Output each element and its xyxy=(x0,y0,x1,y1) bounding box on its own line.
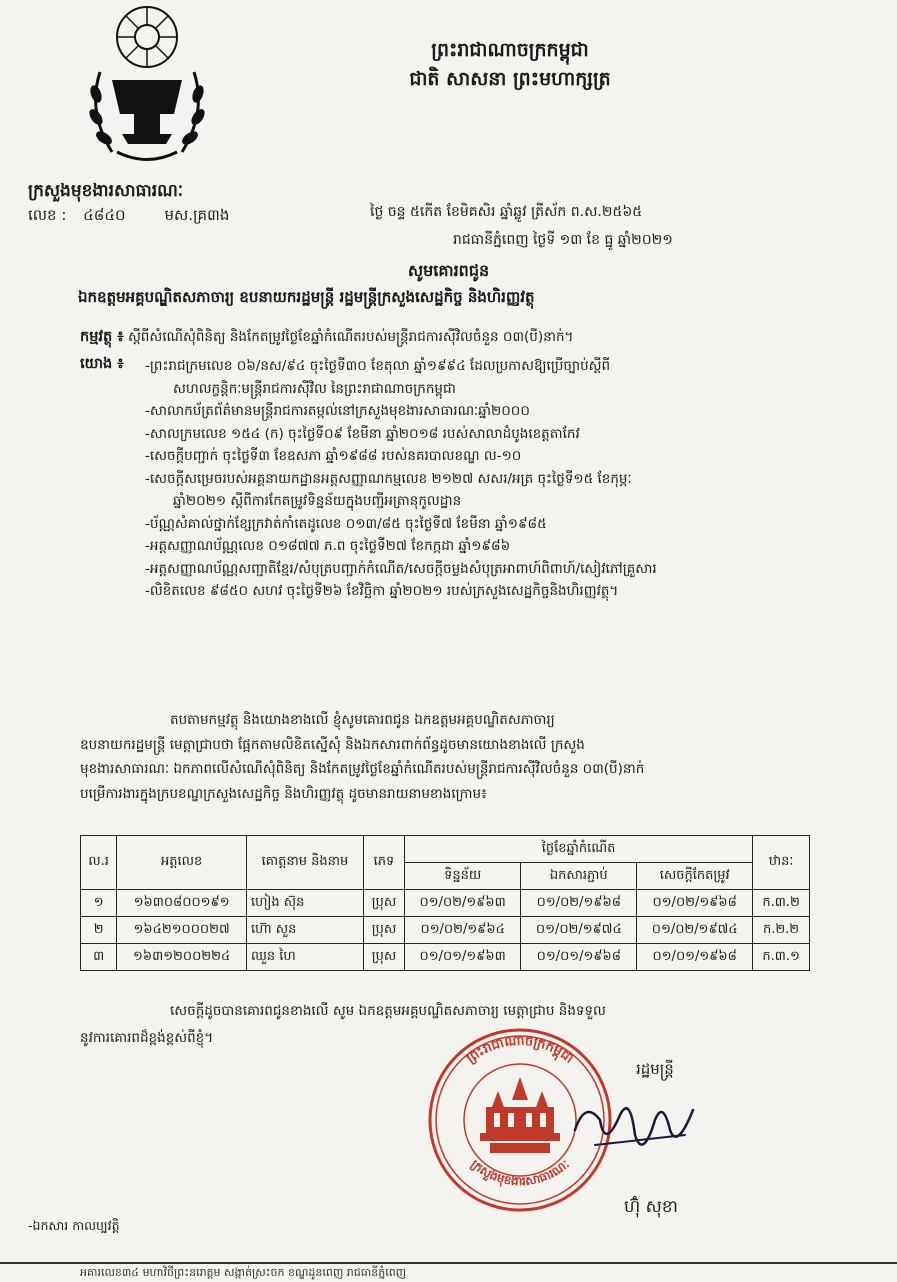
cell-corrected: ០១/០២/១៩៧៤ xyxy=(637,917,753,944)
subject-text: ស្តីពីសំណើសុំពិនិត្យ និងកែតម្រូវថ្ងៃខែឆ្នាំកំណើតរបស់មន្ត្រីរាជការស៊ីវិលចំនួន ០៣(បី)នាក់។ xyxy=(127,329,574,345)
cell-corrected: ០១/០២/១៩៦៨ xyxy=(637,890,753,917)
cell-grade: ក.២.២ xyxy=(753,917,810,944)
reference-item: -សេចក្តីបញ្ជាក់ ចុះថ្ងៃទី៣ ខែឧសភា ឆ្នាំ១៩៨៨ របស់នគរបាលខណ្ឌ ល-១០ xyxy=(145,448,522,464)
header-id: អត្តលេខ xyxy=(117,836,247,890)
reference-item: -សេចក្តីសម្រេចរបស់អគ្គនាយកដ្ឋានអត្តសញ្ញាណកម្មលេខ ២១២៧ សសរ/អត្រ ចុះថ្ងៃទី១៥ ខែកុម្ភៈ xyxy=(145,470,632,487)
lunar-date: ថ្ងៃ ចន្ទ ៥កើត ខែមិគសិរ ឆ្នាំឆ្លូវ ត្រីស័ក ព.ស.២៥៦៥ xyxy=(370,204,643,220)
closing-line: សេចក្តីដូចបានគោរពជូនខាងលើ សូម ឯកឧត្តមអគ្គបណ្ឌិតសភាចារ្យ មេត្តាជ្រាប និងទទួល xyxy=(170,1003,606,1019)
cell-data: ០១/០២/១៩៦៣ xyxy=(404,890,520,917)
footer-divider xyxy=(0,1262,897,1264)
cell-sex: ប្រុស xyxy=(363,890,404,917)
cell-attached: ០១/០២/១៩៧៤ xyxy=(521,917,637,944)
carbon-copy: -ឯកសារ កាលប្បវត្តិ xyxy=(28,1218,120,1233)
header-corrected: សេចក្តីកែតម្រូវ xyxy=(637,863,753,890)
header-no: ល.រ xyxy=(81,836,117,890)
reference-item: -ព្រះរាជក្រមលេខ ០៦/នស/៩៤ ចុះថ្ងៃទី៣០ ខែតុលា ឆ្នាំ១៩៩៤ ដែលប្រកាសឱ្យប្រើច្បាប់ស្តីពី xyxy=(145,358,611,374)
cell-sex: ប្រុស xyxy=(363,917,404,944)
cell-attached: ០១/០២/១៩៦៨ xyxy=(521,890,637,917)
footer-address: អគារលេខ៣៤ មហាវិថីព្រះនរោត្តម សង្កាត់ស្រះចក ខណ្ឌដូនពេញ រាជធានីភ្នំពេញ xyxy=(80,1266,407,1279)
reference-item: -អត្តសញ្ញាណប័ណ្ណសញ្ជាតិខ្មែរ/សំបុត្របញ្ជាក់កំណើត/សេចក្តីចម្លងសំបុត្រអាពាហ៍ពិពាហ៍/សៀវភៅគ្រួសារ xyxy=(145,560,657,577)
kingdom-heading xyxy=(385,36,635,93)
signatory-name: ហ៊ុំ សុខា xyxy=(624,1197,678,1217)
reference-number xyxy=(28,206,229,228)
closing-line: នូវការគោរពដ៏ខ្ពង់ខ្ពស់ពីខ្ញុំ។ xyxy=(80,1030,214,1046)
cell-grade: ក.៣.២ xyxy=(753,890,810,917)
seal-top-text: ព្រះរាជាណាចក្រកម្ពុជា xyxy=(464,1033,577,1067)
reference-item: -ប័ណ្ណសំគាល់ថ្នាក់ខ្សែក្រវាត់កាំតេដូលេខ ០១៣/៨៥ ចុះថ្ងៃទី៧ ខែមីនា ឆ្នាំ១៩៨៥ xyxy=(145,515,547,532)
reference-item: ឆ្នាំ២០២១ ស្តីពីការកែតម្រូវទិន្នន័យក្នុងបញ្ជីអត្រានុកូលដ្ឋាន xyxy=(173,493,462,509)
reference-item: -អត្តសញ្ញាណប័ណ្ណលេខ ០១៨៧៧ ភ.ព ចុះថ្ងៃទី២៧ ខែកក្កដា ឆ្នាំ១៩៨៦ xyxy=(145,538,511,554)
reference-code: មស.គ្រ៣ង xyxy=(164,206,230,224)
ministry-name: ក្រសួងមុខងារសាធារណៈ xyxy=(28,181,184,201)
cell-no: ២ xyxy=(81,917,117,944)
references-list xyxy=(145,355,845,603)
header-sex: ភេទ xyxy=(363,836,404,890)
solar-date: រាជធានីភ្នំពេញ ថ្ងៃទី ១៣ ខែ ធ្នូ ឆ្នាំ២០២១ xyxy=(453,232,673,248)
reference-number-value: ៤៨៤០ xyxy=(83,206,126,224)
cell-sex: ប្រុស xyxy=(363,944,404,971)
officials-table xyxy=(80,835,810,971)
body-line: ឧបនាយករដ្ឋមន្ត្រី មេត្តាជ្រាបថា ផ្អែកតាមលិខិតស្នើសុំ និងឯកសារពាក់ព័ន្ធដូចមានយោងខាងលើ ក្រសួង xyxy=(80,736,585,753)
seal-bottom-text: ក្រសួងមុខងារសាធារណៈ xyxy=(468,1156,572,1189)
body-line: មុខងារសាធារណៈ ឯកភាពលើសំណើសុំពិនិត្យ និងកែតម្រូវថ្ងៃខែឆ្នាំកំណើតរបស់មន្ត្រីរាជការស៊ីវិលចំនួន ០៣(បី)នាក់ xyxy=(80,761,645,777)
signatory-position: រដ្ឋមន្ត្រី xyxy=(636,1060,674,1078)
cell-attached: ០១/០១/១៩៦៨ xyxy=(521,944,637,971)
header-data: ទិន្នន័យ xyxy=(404,863,520,890)
reference-item: សហលក្ខន្តិកៈមន្ត្រីរាជការស៊ីវិល នៃព្រះរាជាណាចក្រកម្ពុជា xyxy=(173,380,456,397)
header-dob-group: ថ្ងៃខែឆ្នាំកំណើត xyxy=(404,836,752,863)
body-line: តបតាមកម្មវត្ថុ និងយោងខាងលើ ខ្ញុំសូមគោរពជូន ឯកឧត្តមអគ្គបណ្ឌិតសភាចារ្យ xyxy=(170,712,555,728)
references-label: យោង ៖ xyxy=(80,356,124,372)
cell-name: ហ៊ោ សួន xyxy=(247,917,364,944)
royal-emblem-icon xyxy=(82,2,212,172)
salutation: សូមគោរពជូន xyxy=(407,261,490,280)
cell-id: ១៦៣១២០០២២៤ xyxy=(117,944,247,971)
cell-no: ៣ xyxy=(81,944,117,971)
table-row xyxy=(81,944,810,971)
cell-name: ហៀង ស៊ុន xyxy=(247,890,364,917)
signature-icon xyxy=(565,1090,705,1170)
table-row xyxy=(81,890,810,917)
cell-name: ឈួន ហៃ xyxy=(247,944,364,971)
cell-data: ០១/០១/១៩៦៣ xyxy=(404,944,520,971)
reference-item: -សាលក្រមលេខ ១៥៤ (ក) ចុះថ្ងៃទី០៩ ខែមីនា ឆ្នាំ២០១៨ របស់សាលាដំបូងខេត្តតាកែវ xyxy=(145,425,580,442)
cell-id: ១៦៣០៨០០១៩១ xyxy=(117,890,247,917)
cell-data: ០១/០២/១៩៦៤ xyxy=(404,917,520,944)
reference-item: -លិខិតលេខ ៩៨៥០ សហវ ចុះថ្ងៃទី២៦ ខែវិច្ឆិកា ឆ្នាំ២០២១ របស់ក្រសួងសេដ្ឋកិច្ចនិងហិរញ្ញវត្ថុ។ xyxy=(145,583,619,599)
reference-number-label: លេខ : xyxy=(28,206,67,224)
kingdom-name: ព្រះរាជាណាចក្រកម្ពុជា xyxy=(431,39,589,61)
header-attached: ឯកសារភ្ជាប់ xyxy=(521,863,637,890)
reference-item: -សាលាកប័ត្រព័ត៌មានមន្ត្រីរាជការតម្កល់នៅក្រសួងមុខងារសាធារណៈឆ្នាំ២០០០ xyxy=(145,403,530,419)
cell-id: ១៦៤២១០០០២៧ xyxy=(117,917,247,944)
cell-corrected: ០១/០១/១៩៦៨ xyxy=(637,944,753,971)
body-line: បម្រើការងារក្នុងក្របខណ្ឌក្រសួងសេដ្ឋកិច្ច និងហិរញ្ញវត្ថុ ដូចមានរាយនាមខាងក្រោម៖ xyxy=(80,785,487,802)
table-row xyxy=(81,917,810,944)
addressee: ឯកឧត្តមអគ្គបណ្ឌិតសភាចារ្យ ឧបនាយករដ្ឋមន្ត្រី រដ្ឋមន្ត្រីក្រសួងសេដ្ឋកិច្ច និងហិរញ្ញវត្ថុ xyxy=(78,288,535,306)
body-paragraph xyxy=(80,708,800,806)
cell-no: ១ xyxy=(81,890,117,917)
header-name: គោត្តនាម និងនាម xyxy=(247,836,364,890)
cell-grade: ក.៣.១ xyxy=(753,944,810,971)
subject-line xyxy=(80,328,573,348)
national-motto: ជាតិ សាសនា ព្រះមហាក្សត្រ xyxy=(409,67,611,90)
subject-label: កម្មវត្ថុ ៖ xyxy=(80,329,124,345)
header-grade: ឋានៈ xyxy=(753,836,810,890)
